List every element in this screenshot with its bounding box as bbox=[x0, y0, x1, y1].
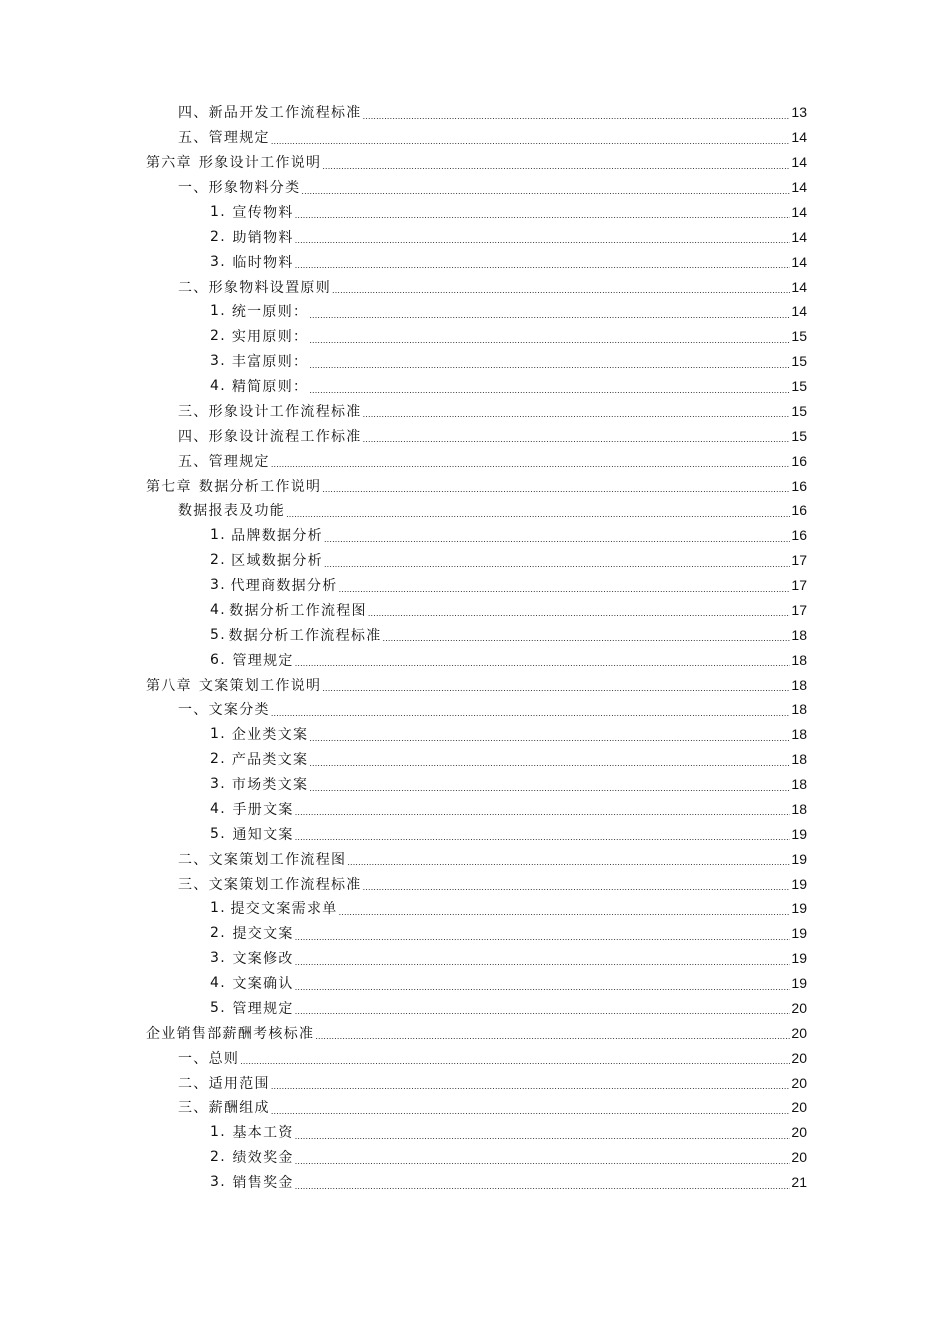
dot-leader bbox=[295, 231, 791, 245]
toc-entry-title: 助销物料 bbox=[232, 229, 294, 246]
dot-leader bbox=[295, 1177, 791, 1191]
toc-entry-title: 丰富原则： bbox=[231, 354, 309, 371]
dot-leader bbox=[322, 157, 790, 171]
toc-entry-number: 三、 bbox=[178, 403, 209, 420]
toc-entry[interactable] bbox=[0, 374, 950, 399]
toc-entry-title: 区域数据分析 bbox=[231, 553, 323, 570]
dot-leader bbox=[240, 1052, 790, 1066]
toc-entry-page-number: 15 bbox=[791, 378, 807, 395]
toc-entry-number: 第七章 bbox=[146, 478, 192, 495]
dot-leader bbox=[295, 953, 791, 967]
toc-entry[interactable] bbox=[0, 523, 950, 548]
toc-entry-page-number: 14 bbox=[791, 303, 807, 320]
toc-entry-page-number: 18 bbox=[791, 676, 807, 693]
dot-leader bbox=[295, 803, 791, 817]
toc-entry-title: 产品类文案 bbox=[231, 752, 309, 769]
toc-entry[interactable] bbox=[0, 772, 950, 797]
toc-entry-title: 形象物料设置原则 bbox=[208, 279, 332, 296]
toc-entry-number: 3. bbox=[210, 253, 226, 270]
toc-entry-title: 新品开发工作流程标准 bbox=[208, 105, 362, 122]
dot-leader bbox=[286, 505, 790, 519]
toc-entry[interactable] bbox=[0, 349, 950, 374]
toc-entry-number: 2. bbox=[210, 1149, 226, 1166]
dot-leader bbox=[363, 405, 791, 419]
toc-entry[interactable] bbox=[0, 224, 950, 249]
toc-entry-title: 形象物料分类 bbox=[208, 180, 301, 197]
toc-entry-page-number: 18 bbox=[791, 701, 807, 718]
toc-entry-page-number: 14 bbox=[791, 228, 807, 245]
toc-entry-page-number: 16 bbox=[791, 477, 807, 494]
toc-entry-number: 3. bbox=[210, 353, 226, 370]
toc-entry-number: 2. bbox=[210, 328, 226, 345]
toc-entry-page-number: 21 bbox=[791, 1174, 807, 1191]
toc-entry[interactable] bbox=[0, 1120, 950, 1145]
toc-entry-page-number: 14 bbox=[791, 253, 807, 270]
dot-leader bbox=[309, 306, 790, 320]
toc-entry-page-number: 19 bbox=[791, 850, 807, 867]
toc-entry[interactable] bbox=[0, 598, 950, 623]
dot-leader bbox=[363, 107, 791, 121]
toc-entry-title: 数据报表及功能 bbox=[178, 503, 286, 520]
toc-entry-title: 市场类文案 bbox=[231, 777, 309, 794]
toc-entry-number: 1. bbox=[210, 1124, 226, 1141]
toc-entry-page-number: 18 bbox=[791, 800, 807, 817]
toc-entry[interactable] bbox=[0, 797, 950, 822]
toc-entry[interactable] bbox=[0, 1070, 950, 1095]
toc-entry-number: 5. bbox=[210, 626, 226, 643]
toc-entry-title: 通知文案 bbox=[232, 826, 294, 843]
toc-entry-page-number: 20 bbox=[791, 1099, 807, 1116]
dot-leader bbox=[347, 853, 790, 867]
toc-entry-page-number: 19 bbox=[791, 900, 807, 917]
toc-entry-number: 2. bbox=[210, 228, 226, 245]
toc-entry[interactable] bbox=[0, 399, 950, 424]
toc-entry-page-number: 20 bbox=[791, 1049, 807, 1066]
toc-entry-page-number: 18 bbox=[791, 651, 807, 668]
dot-leader bbox=[363, 878, 791, 892]
toc-entry-number: 一、 bbox=[178, 180, 209, 197]
toc-entry[interactable] bbox=[0, 1145, 950, 1170]
toc-entry[interactable] bbox=[0, 971, 950, 996]
toc-entry-page-number: 14 bbox=[791, 278, 807, 295]
dot-leader bbox=[339, 903, 791, 917]
toc-entry-number: 2. bbox=[210, 751, 226, 768]
dot-leader bbox=[309, 779, 790, 793]
dot-leader bbox=[295, 654, 791, 668]
toc-entry-page-number: 13 bbox=[791, 104, 807, 121]
toc-entry[interactable] bbox=[0, 125, 950, 150]
toc-entry[interactable] bbox=[0, 1020, 950, 1045]
toc-entry-title: 数据分析工作流程标准 bbox=[228, 627, 382, 644]
toc-entry[interactable] bbox=[0, 274, 950, 299]
toc-entry-page-number: 19 bbox=[791, 950, 807, 967]
dot-leader bbox=[309, 381, 790, 395]
toc-entry[interactable] bbox=[0, 1045, 950, 1070]
toc-entry[interactable] bbox=[0, 647, 950, 672]
dot-leader bbox=[309, 754, 790, 768]
dot-leader bbox=[322, 480, 790, 494]
dot-leader bbox=[271, 455, 791, 469]
toc-entry-number: 五、 bbox=[178, 130, 209, 147]
toc-entry-title: 总则 bbox=[208, 1050, 240, 1067]
toc-entry-title: 文案策划工作流程标准 bbox=[208, 876, 362, 893]
toc-entry[interactable] bbox=[0, 299, 950, 324]
toc-entry-number: 一、 bbox=[178, 702, 209, 719]
toc-entry-page-number: 17 bbox=[791, 601, 807, 618]
toc-entry-page-number: 16 bbox=[791, 502, 807, 519]
toc-entry-number: 6. bbox=[210, 651, 226, 668]
dot-leader bbox=[324, 555, 790, 569]
toc-entry-title: 临时物料 bbox=[232, 254, 294, 271]
table-of-contents bbox=[0, 100, 950, 1195]
toc-entry[interactable] bbox=[0, 498, 950, 523]
toc-entry[interactable] bbox=[0, 150, 950, 175]
toc-entry-title: 提交文案 bbox=[232, 926, 294, 943]
toc-entry-title: 薪酬组成 bbox=[208, 1100, 270, 1117]
dot-leader bbox=[295, 828, 791, 842]
dot-leader bbox=[295, 256, 791, 270]
dot-leader bbox=[295, 206, 791, 220]
toc-entry[interactable] bbox=[0, 324, 950, 349]
toc-entry-page-number: 17 bbox=[791, 552, 807, 569]
toc-entry[interactable] bbox=[0, 448, 950, 473]
toc-entry-number: 3. bbox=[210, 1174, 226, 1191]
toc-entry-page-number: 20 bbox=[791, 1124, 807, 1141]
toc-entry[interactable] bbox=[0, 996, 950, 1021]
toc-entry-page-number: 14 bbox=[791, 129, 807, 146]
toc-entry[interactable] bbox=[0, 896, 950, 921]
toc-entry-number: 3. bbox=[210, 776, 226, 793]
toc-entry-number: 4. bbox=[210, 800, 226, 817]
toc-entry[interactable] bbox=[0, 100, 950, 125]
dot-leader bbox=[271, 132, 791, 146]
toc-entry-title: 文案策划工作流程图 bbox=[208, 851, 347, 868]
toc-entry-title: 手册文案 bbox=[232, 801, 294, 818]
toc-entry-page-number: 15 bbox=[791, 353, 807, 370]
toc-entry[interactable] bbox=[0, 249, 950, 274]
toc-entry-title: 绩效奖金 bbox=[232, 1150, 294, 1167]
toc-entry[interactable] bbox=[0, 672, 950, 697]
toc-entry-number: 第六章 bbox=[146, 155, 192, 172]
toc-entry[interactable] bbox=[0, 722, 950, 747]
toc-entry-number: 二、 bbox=[178, 851, 209, 868]
toc-entry-title: 提交文案需求单 bbox=[230, 901, 338, 918]
dot-leader bbox=[301, 182, 790, 196]
toc-entry-title: 适用范围 bbox=[208, 1075, 270, 1092]
dot-leader bbox=[339, 580, 791, 594]
dot-leader bbox=[309, 356, 790, 370]
toc-entry-title: 品牌数据分析 bbox=[231, 528, 323, 545]
toc-entry-page-number: 16 bbox=[791, 527, 807, 544]
toc-entry[interactable] bbox=[0, 871, 950, 896]
toc-entry[interactable] bbox=[0, 846, 950, 871]
dot-leader bbox=[271, 704, 791, 718]
dot-leader bbox=[309, 331, 790, 345]
toc-entry-page-number: 15 bbox=[791, 427, 807, 444]
dot-leader bbox=[271, 1102, 791, 1116]
toc-entry[interactable] bbox=[0, 921, 950, 946]
toc-entry[interactable] bbox=[0, 1095, 950, 1120]
toc-entry[interactable] bbox=[0, 200, 950, 225]
toc-entry-title: 管理规定 bbox=[232, 652, 294, 669]
toc-entry-page-number: 18 bbox=[791, 626, 807, 643]
toc-entry-number: 3. bbox=[210, 950, 226, 967]
toc-entry-number: 二、 bbox=[178, 1075, 209, 1092]
toc-entry-number: 5. bbox=[210, 999, 226, 1016]
toc-entry-number: 二、 bbox=[178, 279, 209, 296]
toc-entry-title: 形象设计流程工作标准 bbox=[208, 428, 362, 445]
toc-entry[interactable] bbox=[0, 747, 950, 772]
toc-entry-page-number: 18 bbox=[791, 726, 807, 743]
toc-entry-title: 企业销售部薪酬考核标准 bbox=[146, 1025, 315, 1042]
toc-entry-page-number: 14 bbox=[791, 154, 807, 171]
toc-entry-page-number: 19 bbox=[791, 825, 807, 842]
dot-leader bbox=[363, 430, 791, 444]
toc-entry[interactable] bbox=[0, 473, 950, 498]
dot-leader bbox=[295, 1002, 791, 1016]
toc-entry-number: 五、 bbox=[178, 453, 209, 470]
toc-entry-number: 4. bbox=[210, 378, 226, 395]
dot-leader bbox=[295, 1127, 791, 1141]
toc-entry-number: 5. bbox=[210, 825, 226, 842]
toc-entry-page-number: 16 bbox=[791, 452, 807, 469]
dot-leader bbox=[271, 1077, 791, 1091]
toc-entry-number: 一、 bbox=[178, 1050, 209, 1067]
dot-leader bbox=[295, 928, 791, 942]
toc-entry[interactable] bbox=[0, 175, 950, 200]
dot-leader bbox=[295, 978, 791, 992]
toc-entry-page-number: 14 bbox=[791, 179, 807, 196]
toc-entry[interactable] bbox=[0, 946, 950, 971]
toc-entry[interactable] bbox=[0, 821, 950, 846]
toc-entry-number: 第八章 bbox=[146, 677, 192, 694]
toc-entry-title: 数据分析工作流程图 bbox=[229, 602, 367, 619]
toc-entry-page-number: 18 bbox=[791, 776, 807, 793]
toc-entry-title: 实用原则： bbox=[231, 329, 309, 346]
toc-entry-number: 1. bbox=[210, 303, 226, 320]
toc-entry-title: 管理规定 bbox=[232, 1000, 294, 1017]
toc-entry-number: 2. bbox=[210, 552, 226, 569]
toc-entry-title: 精简原则： bbox=[231, 379, 309, 396]
dot-leader bbox=[295, 1152, 791, 1166]
toc-entry-page-number: 15 bbox=[791, 328, 807, 345]
toc-entry-number: 4. bbox=[210, 601, 226, 618]
toc-entry-number: 四、 bbox=[178, 105, 209, 122]
toc-entry-title: 文案确认 bbox=[232, 976, 294, 993]
toc-entry-title: 文案分类 bbox=[208, 702, 270, 719]
toc-entry[interactable] bbox=[0, 1170, 950, 1195]
toc-entry[interactable] bbox=[0, 697, 950, 722]
toc-entry[interactable] bbox=[0, 622, 950, 647]
toc-entry-page-number: 20 bbox=[791, 1024, 807, 1041]
dot-leader bbox=[309, 729, 790, 743]
toc-entry[interactable] bbox=[0, 423, 950, 448]
toc-entry-title: 销售奖金 bbox=[232, 1175, 294, 1192]
toc-entry-title: 文案修改 bbox=[232, 951, 294, 968]
toc-entry-title: 管理规定 bbox=[208, 453, 270, 470]
toc-entry-number: 四、 bbox=[178, 428, 209, 445]
toc-entry-page-number: 14 bbox=[791, 203, 807, 220]
toc-entry-number: 三、 bbox=[178, 1100, 209, 1117]
dot-leader bbox=[322, 679, 790, 693]
toc-entry-number: 2. bbox=[210, 925, 226, 942]
toc-entry-number: 三、 bbox=[178, 876, 209, 893]
toc-entry-number: 1. bbox=[210, 726, 226, 743]
toc-entry-page-number: 15 bbox=[791, 402, 807, 419]
toc-entry-number: 1. bbox=[210, 900, 226, 917]
toc-entry-title: 文案策划工作说明 bbox=[198, 677, 322, 694]
toc-entry-page-number: 19 bbox=[791, 875, 807, 892]
toc-entry[interactable] bbox=[0, 573, 950, 598]
toc-entry-title: 形象设计工作说明 bbox=[198, 155, 322, 172]
dot-leader bbox=[368, 604, 791, 618]
toc-entry-page-number: 19 bbox=[791, 975, 807, 992]
toc-entry-title: 代理商数据分析 bbox=[230, 578, 338, 595]
toc-entry-page-number: 20 bbox=[791, 1149, 807, 1166]
toc-entry-title: 形象设计工作流程标准 bbox=[208, 403, 362, 420]
dot-leader bbox=[383, 629, 791, 643]
toc-entry-page-number: 19 bbox=[791, 925, 807, 942]
toc-entry-number: 4. bbox=[210, 975, 226, 992]
toc-entry-title: 管理规定 bbox=[208, 130, 270, 147]
toc-entry-page-number: 18 bbox=[791, 751, 807, 768]
toc-entry-title: 基本工资 bbox=[232, 1125, 294, 1142]
toc-entry-page-number: 20 bbox=[791, 1074, 807, 1091]
toc-entry-number: 1. bbox=[210, 527, 226, 544]
toc-entry-page-number: 17 bbox=[791, 577, 807, 594]
toc-entry-title: 企业类文案 bbox=[231, 727, 309, 744]
dot-leader bbox=[315, 1027, 790, 1041]
toc-entry-title: 数据分析工作说明 bbox=[198, 478, 322, 495]
dot-leader bbox=[324, 530, 790, 544]
toc-entry-page-number: 20 bbox=[791, 999, 807, 1016]
toc-entry-number: 1. bbox=[210, 203, 226, 220]
toc-entry-title: 宣传物料 bbox=[232, 204, 294, 221]
toc-entry[interactable] bbox=[0, 548, 950, 573]
toc-entry-title: 统一原则： bbox=[231, 304, 309, 321]
dot-leader bbox=[332, 281, 790, 295]
toc-entry-number: 3. bbox=[210, 577, 226, 594]
